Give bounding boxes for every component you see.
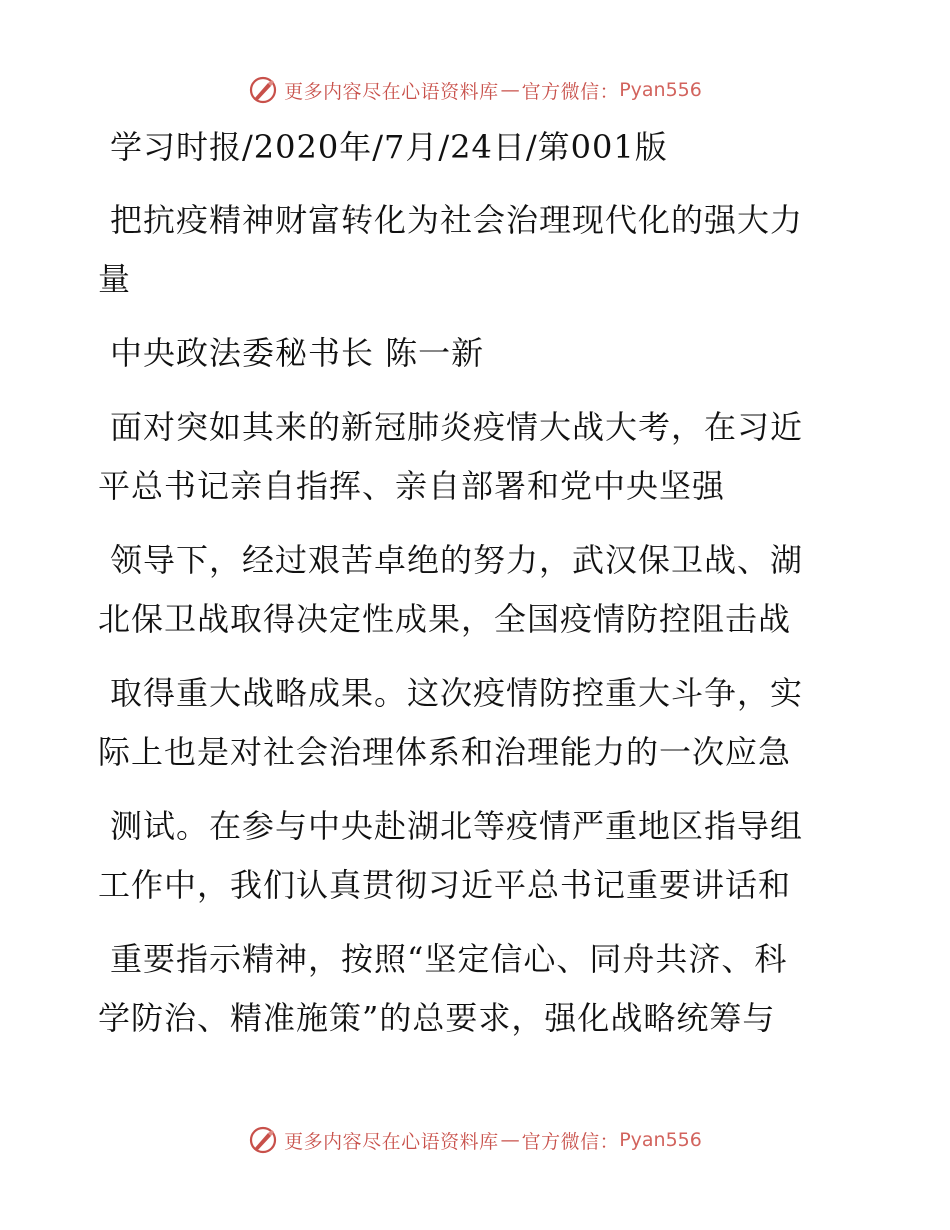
title-line-1: 把抗疫精神财富转化为社会治理现代化的强大力 — [110, 201, 804, 239]
footer-watermark — [0, 1122, 950, 1158]
body-line: 取得重大战略成果。这次疫情防控重大斗争，实 — [110, 674, 804, 712]
watermark-wechat-id: Pyan556 — [619, 1129, 702, 1151]
body-line: 际上也是对社会治理体系和治理能力的一次应急 — [98, 733, 792, 771]
body-line: 重要指示精神，按照“坚定信心、同舟共济、科 — [110, 940, 788, 978]
body-line: 工作中，我们认真贯彻习近平总书记重要讲话和 — [98, 866, 792, 904]
body-line: 北保卫战取得决定性成果，全国疫情防控阻击战 — [98, 600, 792, 638]
watermark-wechat-label: 官方微信： — [521, 80, 620, 103]
body-line: 测试。在参与中央赴湖北等疫情严重地区指导组 — [110, 807, 804, 845]
pen-logo-icon — [248, 1125, 278, 1155]
watermark-text: 更多内容尽在心语资料库 — [284, 1130, 499, 1153]
body-line: 学防治、精准施策”的总要求，强化战略统筹与 — [98, 999, 776, 1037]
watermark-separator: — — [500, 79, 520, 101]
source-line: 学习时报/2020年/7月/24日/第001版 — [110, 128, 668, 166]
header-watermark — [0, 72, 950, 108]
author-line: 中央政法委秘书长 陈一新 — [110, 334, 485, 372]
watermark-wechat-id: Pyan556 — [619, 79, 702, 101]
watermark-wechat-label: 官方微信： — [521, 1130, 620, 1153]
watermark-separator: — — [500, 1129, 520, 1151]
pen-logo-icon — [248, 75, 278, 105]
body-line: 领导下，经过艰苦卓绝的努力，武汉保卫战、湖 — [110, 541, 804, 579]
watermark-text: 更多内容尽在心语资料库 — [284, 80, 499, 103]
body-line: 面对突如其来的新冠肺炎疫情大战大考，在习近 — [110, 408, 804, 446]
title-line-2: 量 — [98, 260, 132, 298]
body-line: 平总书记亲自指挥、亲自部署和党中央坚强 — [98, 467, 726, 505]
